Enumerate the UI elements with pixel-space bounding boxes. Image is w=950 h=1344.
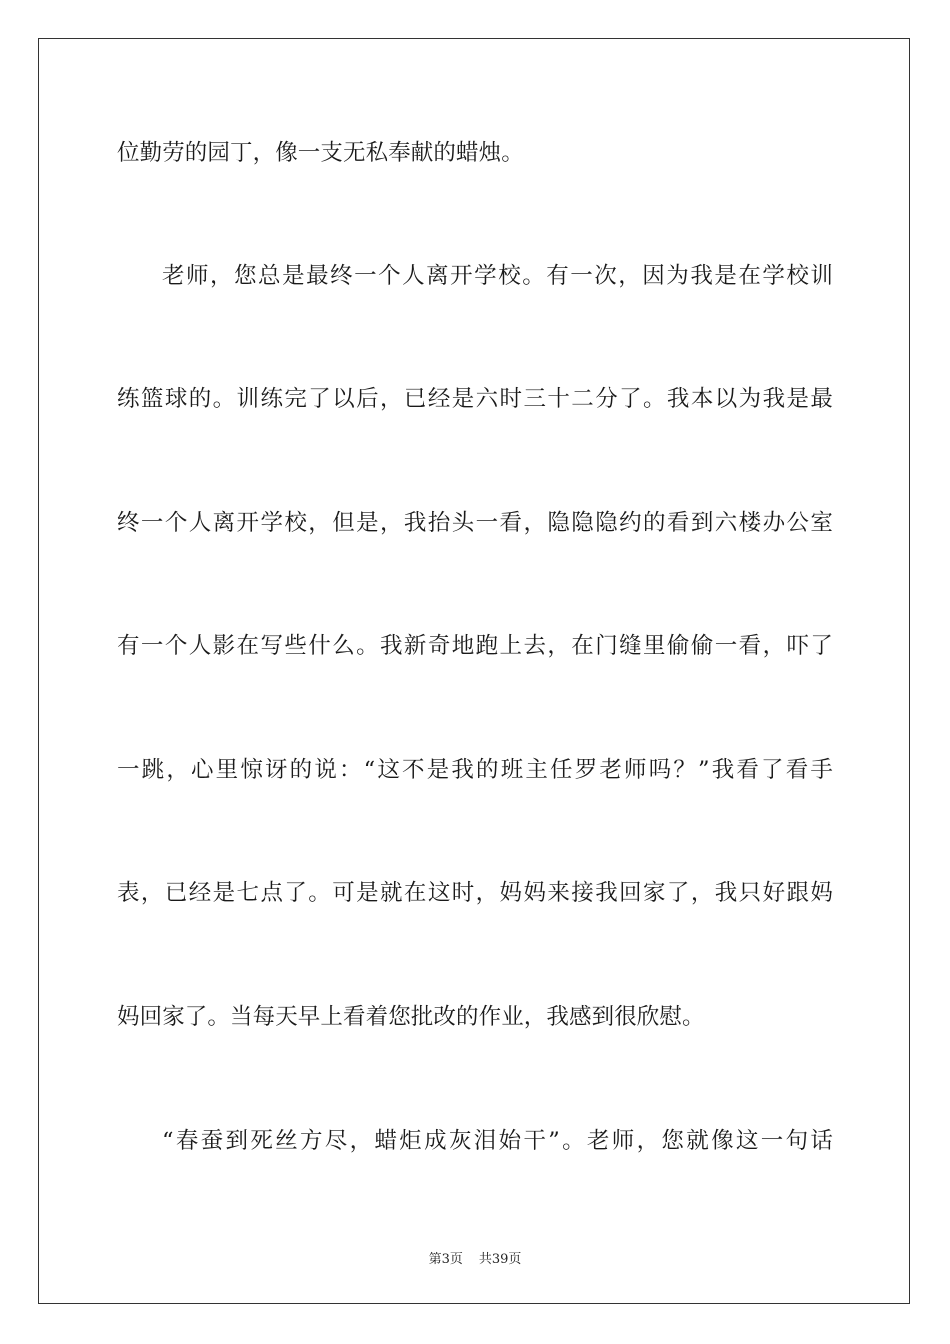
text-line-5: 有一个人影在写些什么。我新奇地跑上去，在门缝里偷偷一看，吓了 — [117, 633, 833, 659]
text-line-8: 妈回家了。当每天早上看着您批改的作业，我感到很欣慰。 — [117, 1004, 705, 1030]
page-border — [38, 38, 910, 1304]
text-line-6: 一跳，心里惊讶的说：“这不是我的班主任罗老师吗？”我看了看手 — [117, 757, 833, 783]
text-line-2: 老师，您总是最终一个人离开学校。有一次，因为我是在学校训 — [162, 263, 833, 289]
text-line-3: 练篮球的。训练完了以后，已经是六时三十二分了。我本以为我是最 — [117, 386, 833, 412]
page-total: 共39页 — [478, 1252, 522, 1267]
text-line-1: 位勤劳的园丁，像一支无私奉献的蜡烛。 — [117, 140, 524, 166]
page-number: 第3页 — [428, 1252, 463, 1267]
page-footer — [0, 1248, 950, 1267]
text-line-7: 表，已经是七点了。可是就在这时，妈妈来接我回家了，我只好跟妈 — [117, 880, 833, 906]
text-line-4: 终一个人离开学校，但是，我抬头一看，隐隐隐约的看到六楼办公室 — [117, 510, 833, 536]
text-line-9: “春蚕到死丝方尽，蜡炬成灰泪始干”。老师，您就像这一句话 — [162, 1128, 833, 1154]
